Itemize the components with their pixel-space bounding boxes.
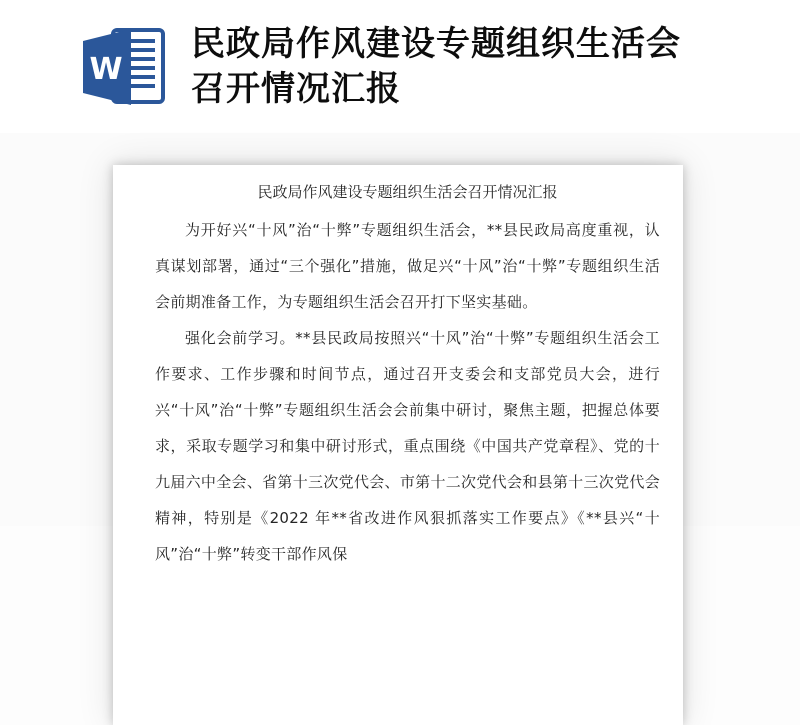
document-page — [113, 165, 683, 725]
document-paragraph: 强化会前学习。**县民政局按照兴“十风”治“十弊”专题组织生活会工作要求、工作步骤和时间节点，通过召开支委会和支部党员大会，进行兴“十风”治“十弊”专题组织生活会会前集中研讨，聚焦主题，把握总体要求，采取专题学习和集中研讨形式，重点围绕《中国共产党章程》、党的十九届六中全会、省第十三次党代会、市第十二次党代会和县第十三次党代会精神，特别是《2022 年**省改进作风狠抓落实工作要点》《**县兴“十风”治“十弊”转变干部作风保 — [155, 329, 660, 563]
page-title-line2: 召开情况汇报 — [191, 68, 401, 109]
page-title — [191, 22, 681, 112]
document-title: 民政局作风建设专题组织生活会召开情况汇报 — [257, 183, 558, 201]
preview-area — [0, 133, 800, 563]
svg-text:W: W — [89, 51, 123, 87]
page-title-line1: 民政局作风建设专题组织生活会 — [191, 23, 681, 64]
document-paragraph: 为开好兴“十风”治“十弊”专题组织生活会，**县民政局高度重视，认真谋划部署，通过“三个强化”措施，做足兴“十风”治“十弊”专题组织生活会前期准备工作，为专题组织生活会召开打下坚实基础。 — [155, 221, 660, 311]
word-icon — [75, 24, 167, 110]
site-header — [0, 0, 800, 133]
